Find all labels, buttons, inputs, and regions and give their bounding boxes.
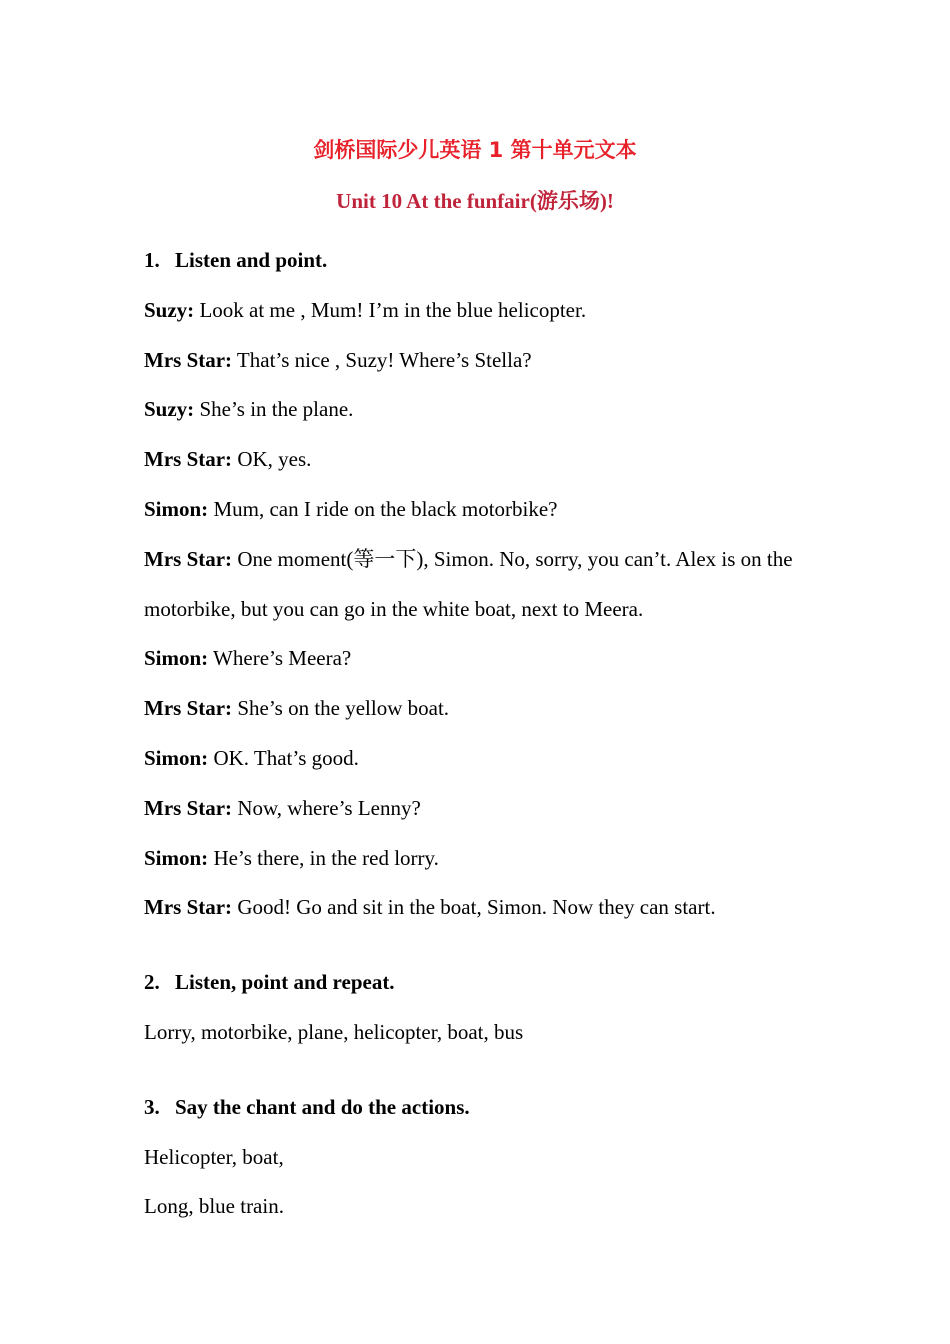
- speaker-name: Suzy:: [144, 297, 195, 322]
- dialogue-text: Good! Go and sit in the boat, Simon. Now they can start.: [232, 895, 716, 920]
- section-title: Listen, point and repeat.: [175, 970, 395, 995]
- section-spacer: [144, 1058, 824, 1083]
- dialogue-text: Where’s Meera?: [208, 646, 352, 671]
- dialogue-line: [144, 634, 824, 684]
- speaker-name: Simon:: [144, 745, 209, 770]
- speaker-name: Simon:: [144, 496, 209, 521]
- dialogue-text: OK. That’s good.: [208, 745, 359, 770]
- dialogue-line: [144, 535, 824, 635]
- speaker-name: Mrs Star:: [144, 347, 233, 372]
- section-number: 1.: [144, 248, 160, 272]
- dialogue-line: [144, 485, 824, 535]
- dialogue-line: [144, 784, 824, 834]
- section-title: Listen and point.: [175, 248, 328, 272]
- speaker-name: Suzy:: [144, 397, 195, 422]
- speaker-name: Mrs Star:: [144, 795, 233, 820]
- dialogue-line: [144, 385, 824, 435]
- chant-line: Helicopter, boat,: [144, 1144, 284, 1169]
- dialogue-text: Mum, can I ride on the black motorbike?: [208, 496, 558, 521]
- section-title: Say the chant and do the actions.: [175, 1094, 470, 1119]
- speaker-name: Mrs Star:: [144, 447, 233, 472]
- vocabulary-line: Lorry, motorbike, plane, helicopter, boat, bus: [144, 1019, 524, 1044]
- document-body: [144, 236, 824, 1232]
- dialogue-text: She’s in the plane.: [194, 397, 354, 422]
- speaker-name: Mrs Star:: [144, 895, 233, 920]
- section-1-heading: [144, 236, 824, 286]
- dialogue-line: [144, 684, 824, 734]
- dialogue-text: One moment(等一下), Simon. No, sorry, you can’t. Alex is on the motorbike, but you can go in the white boat, next to Meera.: [144, 546, 793, 621]
- dialogue-text: She’s on the yellow boat.: [232, 696, 450, 721]
- speaker-name: Simon:: [144, 845, 209, 870]
- dialogue-text: That’s nice , Suzy! Where’s Stella?: [232, 347, 532, 372]
- section-number: 2.: [144, 970, 160, 995]
- dialogue-line: [144, 834, 824, 884]
- dialogue-text: Look at me , Mum! I’m in the blue helicopter.: [194, 297, 587, 322]
- dialogue-line: [144, 734, 824, 784]
- dialogue-line: [144, 435, 824, 485]
- document-title-chinese: 剑桥国际少儿英语 1 第十单元文本: [313, 138, 637, 162]
- dialogue-text: Now, where’s Lenny?: [232, 795, 421, 820]
- unit-title: Unit 10 At the funfair(游乐场)!: [336, 189, 614, 213]
- section-3-heading: [144, 1083, 824, 1133]
- section-2-heading: [144, 958, 824, 1008]
- section-number: 3.: [144, 1094, 160, 1119]
- dialogue-line: [144, 883, 824, 933]
- speaker-name: Simon:: [144, 646, 209, 671]
- dialogue-text: He’s there, in the red lorry.: [208, 845, 439, 870]
- dialogue-line: [144, 336, 824, 386]
- section-spacer: [144, 933, 824, 958]
- chant-line: Long, blue train.: [144, 1194, 284, 1219]
- dialogue-line: [144, 286, 824, 336]
- speaker-name: Mrs Star:: [144, 696, 233, 721]
- dialogue-text: OK, yes.: [232, 447, 312, 472]
- speaker-name: Mrs Star:: [144, 546, 233, 571]
